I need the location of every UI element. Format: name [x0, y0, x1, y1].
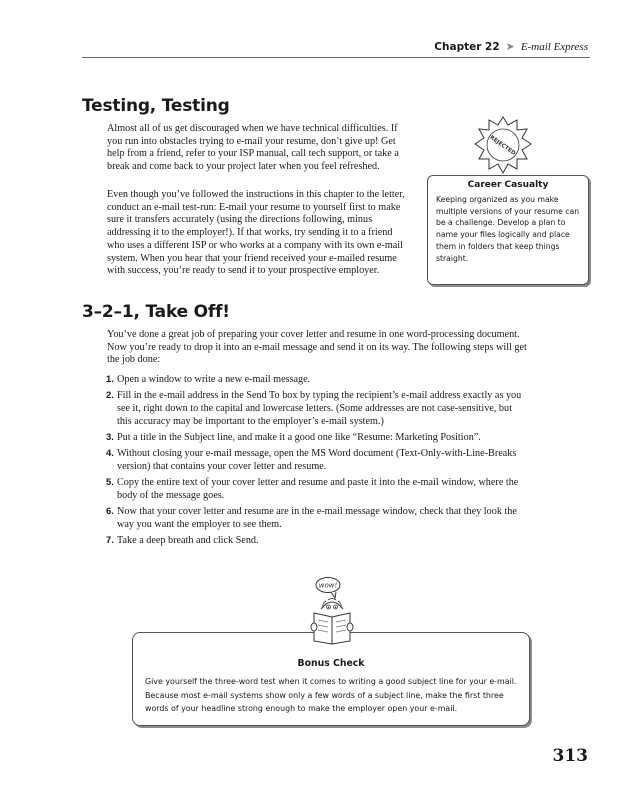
- list-item: [107, 390, 525, 428]
- list-item: [107, 535, 525, 548]
- header-arrow-icon: ➤: [505, 41, 515, 53]
- running-header: [434, 40, 588, 53]
- section-heading-take-off: 3–2–1, Take Off!: [82, 302, 230, 322]
- career-casualty-sidebar: [427, 175, 589, 285]
- list-item: [107, 448, 525, 473]
- step-text: Without closing your e-mail message, open the MS Word document (Text-Only-with-Line-Breaks version) that contains your cover letter and resume.: [117, 448, 517, 472]
- stamp-label: REJECTED: [488, 134, 517, 157]
- steps-list: [107, 374, 525, 552]
- header-chapter: Chapter 22: [434, 40, 500, 53]
- rejected-stamp-icon: [473, 115, 533, 175]
- speech-bubble-text: wow!: [318, 581, 338, 590]
- bonus-title: Bonus Check: [297, 658, 365, 669]
- paragraph: Even though you’ve followed the instructions in this chapter to the letter, conduct an e-mail test-run: E-mail your resume to yourself first to make sure it transfers accurately (using the directions following, minus addressing it to the employer!). If that works, try sending it to a friend who uses a different ISP or who works at a company with its own e-mail system. When you hear that your friend received your e-mailed resume with success, you’re ready to send it to your prospective employer.: [107, 189, 405, 277]
- step-text: Copy the entire text of your cover letter and resume and paste it into the e-mail window, where the body of the message goes.: [117, 477, 519, 501]
- step-text: Fill in the e-mail address in the Send To box by typing the recipient’s e-mail address exactly as you see it, right down to the capital and lowercase letters. (Some addresses are not case-sensitive, but this accuracy may be important to the employer’s e-mail system.): [117, 390, 522, 427]
- sidebar-text: Keeping organized as you make multiple versions of your resume can be a challenge. Develop a plan to name your files logically and place them in folders that keep things straight.: [436, 195, 580, 263]
- step-number: 6.: [106, 506, 114, 518]
- step-number: 2.: [106, 390, 114, 402]
- list-item: [107, 432, 525, 445]
- step-text: Take a deep breath and click Send.: [117, 535, 259, 547]
- paragraph: You’ve done a great job of preparing your cover letter and resume in one word-processing document. Now you’re ready to drop it into an e-mail message and send it on its way. The following steps will get the job done:: [107, 329, 527, 366]
- header-title: E-mail Express: [520, 40, 588, 53]
- reader-with-book-icon: [300, 575, 364, 645]
- step-text: Open a window to write a new e-mail message.: [117, 374, 311, 385]
- step-number: 5.: [106, 477, 114, 489]
- section-heading-testing: Testing, Testing: [82, 96, 230, 116]
- step-number: 4.: [106, 448, 114, 460]
- list-item: [107, 506, 525, 531]
- list-item: [107, 477, 525, 502]
- step-number: 7.: [106, 535, 114, 547]
- step-text: Put a title in the Subject line, and make it a good one like “Resume: Marketing Position”.: [117, 432, 481, 443]
- step-text: Now that your cover letter and resume are in the e-mail message window, check that they look the way you want the employer to see them.: [117, 506, 517, 530]
- bonus-text: Give yourself the three-word test when it comes to writing a good subject line for your e-mail. Because most e-mail systems show only a few words of a subject line, make the first three words of your headline strong enough to make the employer open your e-mail.: [145, 677, 517, 713]
- paragraph: Almost all of us get discouraged when we have technical difficulties. If you run into obstacles trying to e-mail your resume, don’t give up! Get help from a friend, refer to your ISP manual, call tech support, or take a break and come back to your project later when you feel refreshed.: [107, 123, 399, 173]
- list-item: [107, 374, 525, 387]
- step-number: 1.: [106, 374, 114, 385]
- page-number: 313: [552, 746, 588, 766]
- bonus-check-box: [132, 632, 530, 726]
- sidebar-title: Career Casualty: [467, 180, 549, 190]
- header-rule: [82, 57, 590, 58]
- step-number: 3.: [106, 432, 114, 443]
